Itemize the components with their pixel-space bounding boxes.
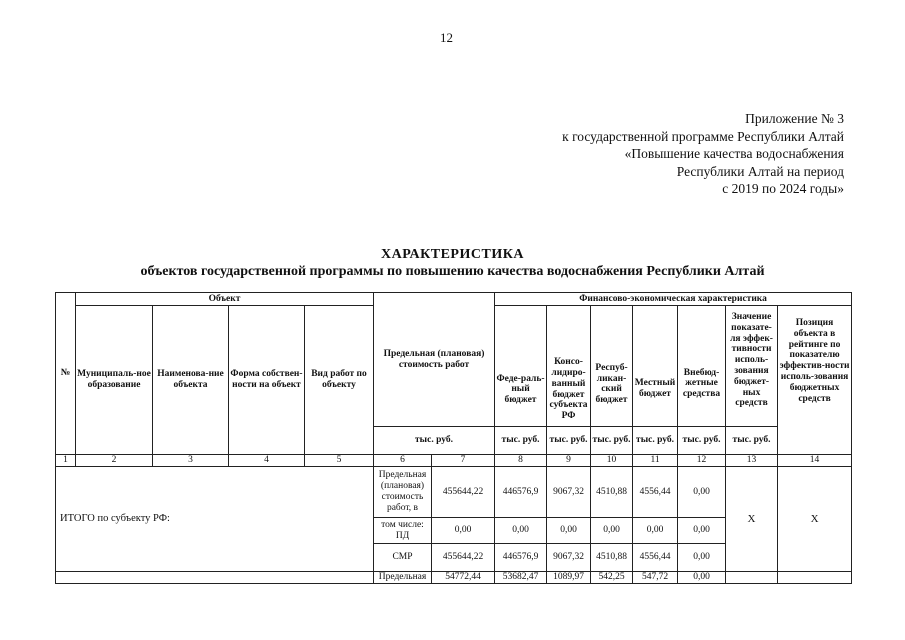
header-ownership: Форма собствен-ности на объект [229, 306, 305, 455]
unit-cell: тыс. руб. [591, 427, 633, 455]
column-number: 8 [495, 455, 547, 467]
cell-value: 4556,44 [633, 544, 678, 572]
cost-type: том числе: ПД [374, 518, 432, 544]
header-federal: Феде-раль-ный бюджет [495, 306, 547, 427]
cell-value: 0,00 [678, 544, 726, 572]
cell-value: 542,25 [591, 572, 633, 584]
cell-value: 54772,44 [432, 572, 495, 584]
document-title [0, 246, 905, 280]
cell-value: 0,00 [547, 518, 591, 544]
empty-cell [56, 572, 374, 584]
characteristics-table [55, 292, 852, 584]
rating-mark: X [778, 467, 852, 572]
empty-cell [778, 572, 852, 584]
cell-value: 1089,97 [547, 572, 591, 584]
header-local: Местный бюджет [633, 306, 678, 427]
header-work-type: Вид работ по объекту [305, 306, 374, 455]
cell-value: 0,00 [432, 518, 495, 544]
title-line: ХАРАКТЕРИСТИКА [381, 247, 524, 262]
header-planned-cost: Предельная (плановая) стоимость работ [374, 293, 495, 427]
column-number: 1 [56, 455, 76, 467]
column-number-row [56, 455, 852, 467]
title-subline: объектов государственной программы по повышению качества водоснабжения Республики Алтай [140, 264, 765, 279]
cell-value: 0,00 [678, 572, 726, 584]
appendix-line: к государственной программе Республики Алтай [562, 128, 844, 144]
cell-value: 446576,9 [495, 544, 547, 572]
header-municipal: Муниципаль-ное образование [76, 306, 153, 455]
appendix-block [562, 110, 844, 198]
total-label: ИТОГО по субъекту РФ: [56, 467, 374, 572]
cell-value: 4556,44 [633, 467, 678, 518]
empty-cell [726, 572, 778, 584]
appendix-line: Республики Алтай на период [676, 163, 844, 179]
cell-value: 455644,22 [432, 544, 495, 572]
cell-value: 9067,32 [547, 544, 591, 572]
cell-value: 4510,88 [591, 467, 633, 518]
header-number: № [56, 293, 76, 455]
header-object: Объект [76, 293, 374, 306]
header-consolidated: Консо-лидиро-ванный бюджет субъекта РФ [547, 306, 591, 427]
appendix-line: Приложение № 3 [745, 111, 844, 126]
header-extra: Внебюд-жетные средства [678, 306, 726, 427]
cell-value: 0,00 [495, 518, 547, 544]
cell-value: 547,72 [633, 572, 678, 584]
cell-value: 4510,88 [591, 544, 633, 572]
column-number: 9 [547, 455, 591, 467]
cost-type: Предельная (плановая) стоимость работ, в [374, 467, 432, 518]
unit-cell: тыс. руб. [726, 427, 778, 455]
column-number: 14 [778, 455, 852, 467]
column-number: 6 [374, 455, 432, 467]
column-number: 2 [76, 455, 153, 467]
table-row [56, 467, 852, 518]
column-number: 5 [305, 455, 374, 467]
column-number: 11 [633, 455, 678, 467]
cell-value: 53682,47 [495, 572, 547, 584]
unit-cell: тыс. руб. [678, 427, 726, 455]
table-row [56, 572, 852, 584]
header-object-name: Наименова-ние объекта [153, 306, 229, 455]
unit-cell: тыс. руб. [495, 427, 547, 455]
unit-cell: тыс. руб. [633, 427, 678, 455]
unit-cell: тыс. руб. [374, 427, 495, 455]
efficiency-mark: X [726, 467, 778, 572]
column-number: 3 [153, 455, 229, 467]
column-number: 13 [726, 455, 778, 467]
column-number: 4 [229, 455, 305, 467]
column-number: 7 [432, 455, 495, 467]
header-finance: Финансово-экономическая характеристика [495, 293, 852, 306]
column-number: 12 [678, 455, 726, 467]
appendix-line: с 2019 по 2024 годы» [722, 181, 844, 197]
cell-value: 0,00 [678, 467, 726, 518]
header-rating: Позиция объекта в рейтинге по показателю эффектив-ности исполь-зования бюджетных средств [778, 306, 852, 455]
cell-value: 9067,32 [547, 467, 591, 518]
unit-cell: тыс. руб. [547, 427, 591, 455]
appendix-line: «Повышение качества водоснабжения [624, 146, 844, 162]
cell-value: 0,00 [633, 518, 678, 544]
column-number: 10 [591, 455, 633, 467]
header-efficiency: Значение показате-ля эффек-тивности исполь-зования бюджет-ных средств [726, 306, 778, 427]
cell-value: 455644,22 [432, 467, 495, 518]
cell-value: 446576,9 [495, 467, 547, 518]
cost-type: Предельная [374, 572, 432, 584]
page-number: 12 [440, 30, 453, 45]
cell-value: 0,00 [678, 518, 726, 544]
header-republic: Респуб-ликан-ский бюджет [591, 306, 633, 427]
cost-type: СМР [374, 544, 432, 572]
cell-value: 0,00 [591, 518, 633, 544]
